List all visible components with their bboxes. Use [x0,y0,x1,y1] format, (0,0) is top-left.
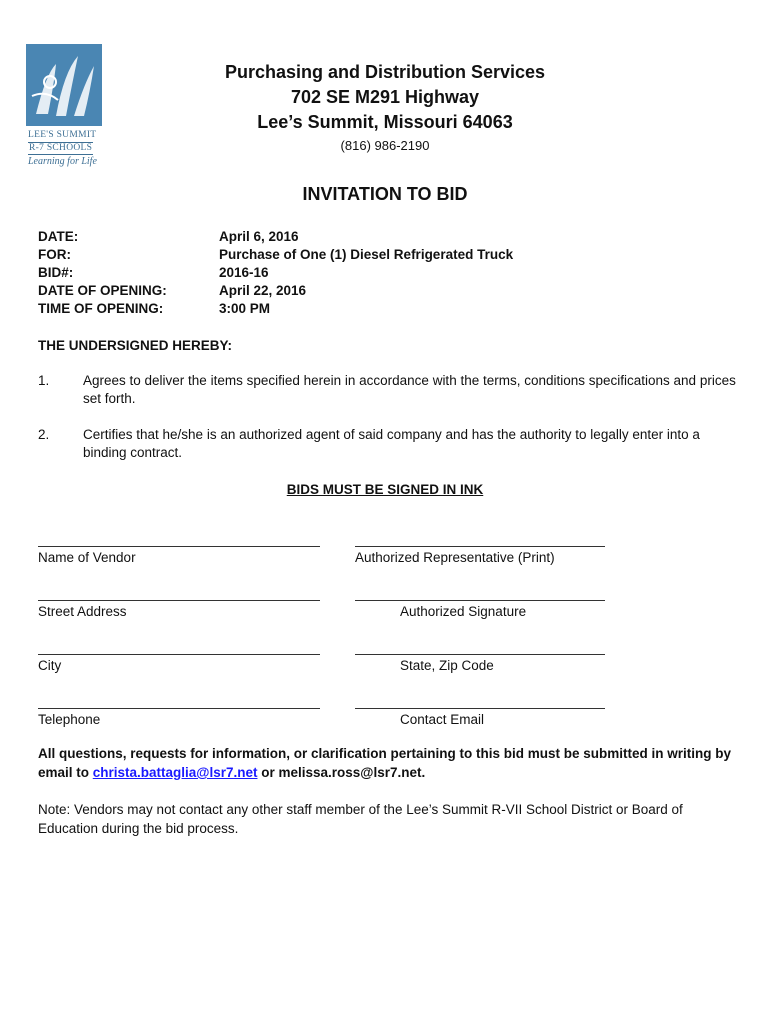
telephone-label: Telephone [38,712,101,727]
state-zip-line[interactable] [355,654,605,655]
street-address-label: Street Address [38,604,127,619]
vendor-name-line[interactable] [38,546,320,547]
authorized-signature-label: Authorized Signature [400,604,527,619]
detail-label: DATE OF OPENING: [38,283,167,298]
email-link[interactable]: christa.battaglia@lsr7.net [92,765,258,780]
authorized-signature-line[interactable] [355,600,605,601]
questions-paragraph [38,744,738,782]
detail-label: FOR: [38,247,71,262]
detail-label: TIME OF OPENING: [38,301,164,316]
org-name: Purchasing and Distribution Services [224,62,546,82]
detail-value: April 6, 2016 [219,229,299,244]
ink-notice: BIDS MUST BE SIGNED IN INK [286,482,484,497]
item-number: 1. [38,373,50,388]
state-zip-label: State, Zip Code [400,658,494,673]
item-text: Certifies that he/she is an authorized agent of said company and has the authority to legally enter into a binding contract. [83,427,700,460]
detail-label: DATE: [38,229,79,244]
org-address: 702 SE M291 Highway [290,87,480,107]
street-address-line[interactable] [38,600,320,601]
org-phone: (816) 986-2190 [340,138,430,153]
logo-line-2: R-7 SCHOOLS [29,143,93,153]
detail-value: 2016-16 [219,265,269,280]
org-city: Lee’s Summit, Missouri 64063 [257,112,513,132]
authorized-rep-label: Authorized Representative (Print) [355,550,555,565]
bid-details [38,228,738,318]
detail-label: BID#: [38,265,74,280]
logo-tagline: Learning for Life [28,156,97,167]
contact-email-line[interactable] [355,708,605,709]
detail-value: 3:00 PM [219,301,271,316]
authorized-rep-line[interactable] [355,546,605,547]
city-label: City [38,658,62,673]
detail-row [38,228,738,246]
document-title: INVITATION TO BID [302,184,468,204]
detail-value: April 22, 2016 [219,283,307,298]
item-number: 2. [38,427,50,442]
questions-text: All questions, requests for information, or clarification pertaining to this bid must be submitted in writing by email to [38,746,732,780]
detail-row [38,282,738,300]
vendor-name-label: Name of Vendor [38,550,136,565]
contact-email-label: Contact Email [400,712,485,727]
telephone-line[interactable] [38,708,320,709]
city-line[interactable] [38,654,320,655]
questions-text-end: or melissa.ross@lsr7.net. [257,765,426,780]
detail-value: Purchase of One (1) Diesel Refrigerated Truck [219,247,514,262]
note-paragraph: Note: Vendors may not contact any other staff member of the Lee’s Summit R-VII School District or Board of Education during the bid process. [38,802,683,836]
letterhead [0,60,770,157]
logo-line-1: LEE'S SUMMIT [28,130,97,140]
detail-row [38,300,738,318]
detail-row [38,246,738,264]
undersigned-heading: THE UNDERSIGNED HEREBY: [38,338,233,353]
item-text: Agrees to deliver the items specified herein in accordance with the terms, conditions specifications and prices set forth. [83,373,736,406]
detail-row [38,264,738,282]
